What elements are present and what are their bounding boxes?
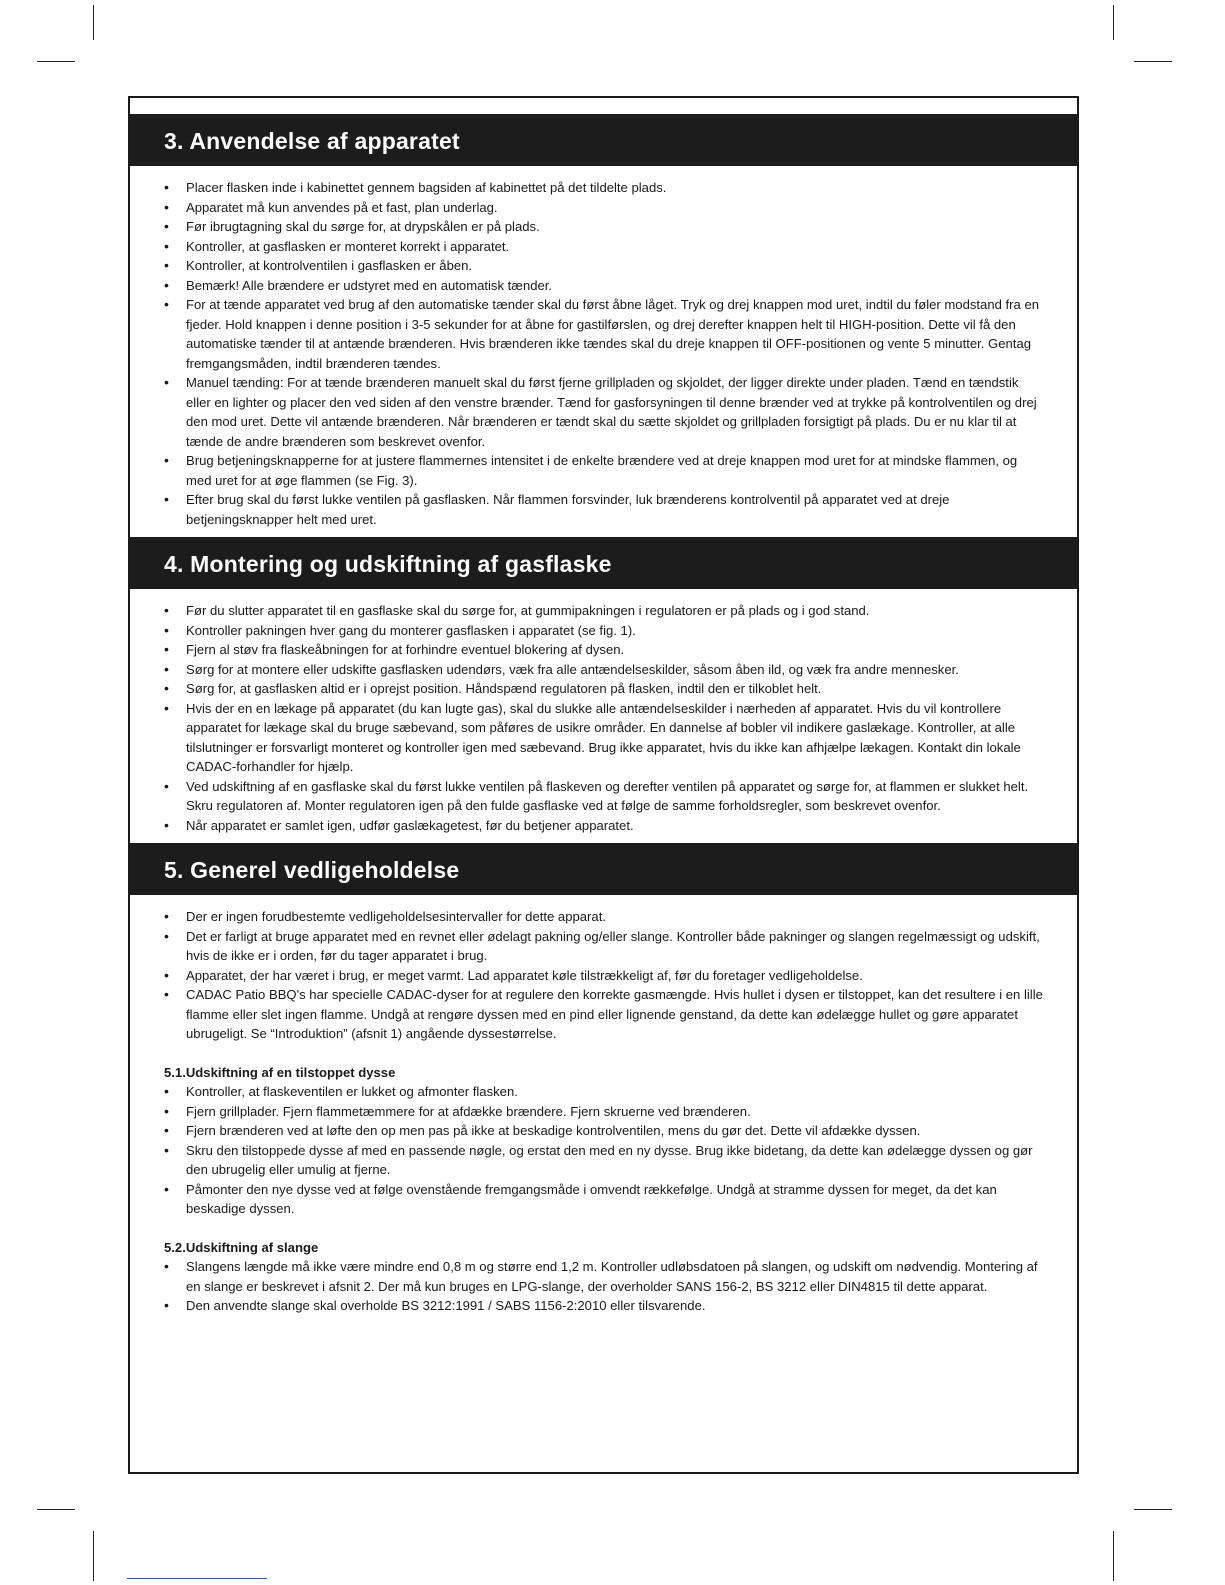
section-title: 4. Montering og udskiftning af gasflaske — [164, 551, 612, 577]
section-body — [130, 589, 1077, 841]
list-item: • Kontroller, at gasflasken er monteret korrekt i apparatet. — [164, 237, 1043, 257]
crop-mark — [93, 1531, 94, 1581]
footer-rule — [127, 1578, 267, 1579]
list-item: • Når apparatet er samlet igen, udfør gaslækagetest, før du betjener apparatet. — [164, 816, 1043, 836]
bullet-list — [164, 907, 1043, 1044]
list-item: • Efter brug skal du først lukke ventilen på gasflasken. Når flammen forsvinder, luk brænderens kontrolventil på apparatet ved at dreje betjeningsknapper helt med uret. — [164, 490, 1043, 529]
list-item: • Fjern brænderen ved at løfte den op men pas på ikke at beskadige kontrolventilen, mens du gør det. Dette vil afdække dyssen. — [164, 1121, 1043, 1141]
crop-mark — [1134, 1509, 1172, 1510]
section-body — [130, 166, 1077, 535]
list-item: • Brug betjeningsknapperne for at justere flammernes intensitet i de enkelte brændere ved at dreje knappen mod uret for at mindske flammen, og med uret for at øge flammen (se Fig. 3). — [164, 451, 1043, 490]
section-maintenance — [130, 843, 1077, 1322]
list-item: • Kontroller, at flaskeventilen er lukket og afmonter flasken. — [164, 1082, 1043, 1102]
list-item: • Før du slutter apparatet til en gasflaske skal du sørge for, at gummipakningen i regulatoren er på plads og i god stand. — [164, 601, 1043, 621]
section-title: 3. Anvendelse af apparatet — [164, 128, 460, 154]
list-item: • Apparatet, der har været i brug, er meget varmt. Lad apparatet køle tilstrækkeligt af, før du foretager vedligeholdelse. — [164, 966, 1043, 986]
list-item: • Bemærk! Alle brændere er udstyret med en automatisk tænder. — [164, 276, 1043, 296]
subsection-title: 5.1.Udskiftning af en tilstoppet dysse — [164, 1064, 396, 1080]
section-heading — [130, 114, 1077, 166]
bullet-list — [164, 1082, 1043, 1219]
list-item: • CADAC Patio BBQ's har specielle CADAC-dyser for at regulere den korrekte gasmængde. Hvis hullet i dysen er tilstoppet, kan det resultere i en lille flamme eller slet ingen flamme. Undgå at rengøre dyssen med en pind eller lignende genstand, da dette kan ødelægge hullet og gøre apparatet ubrugeligt. Se “Introduktion” (afsnit 1) angående dyssestørrelse. — [164, 985, 1043, 1044]
bullet-list — [164, 1257, 1043, 1316]
document-frame — [128, 96, 1079, 1474]
list-item: • Skru den tilstoppede dysse af med en passende nøgle, og erstat den med en ny dysse. Brug ikke bidetang, da dette kan ødelægge dyssen og gør den ubrugelig eller umulig at fjerne. — [164, 1141, 1043, 1180]
list-item: • Hvis der en en lækage på apparatet (du kan lugte gas), skal du slukke alle antændelseskilder i nærheden af apparatet. Hvis du vil kontrollere apparatet for lækage skal du bruge sæbevand, som påføres de usikre områder. En dannelse af bobler vil indikere gaslækage. Kontroller, at alle tilslutninger er forsvarligt monteret og kontroller igen med sæbevand. Brug ikke apparatet, hvis du ikke kan afhjælpe lækagen. Kontakt din lokale CADAC-forhandler for hjælp. — [164, 699, 1043, 777]
list-item: • For at tænde apparatet ved brug af den automatiske tænder skal du først åbne låget. Tryk og drej knappen mod uret, indtil du føler modstand fra en fjeder. Hold knappen i denne position i 3-5 sekunder for at åbne for gastilførslen, og drej derefter knappen helt til HIGH-position. Dette vil få den automatiske tænder til at antænde brænderen. Hvis brænderen ikke tændes skal du dreje knappen til OFF-positionen og vente 5 minutter. Gentag fremgangsmåden, indtil brænderen tændes. — [164, 295, 1043, 373]
list-item: • Ved udskiftning af en gasflaske skal du først lukke ventilen på flaskeven og derefter ventilen på apparatet og sørge for, at flammen er slukket helt. Skru regulatoren af. Monter regulatoren igen på den fulde gasflaske ved at følge de samme forholdsregler, som beskrevet ovenfor. — [164, 777, 1043, 816]
list-item: • Kontroller pakningen hver gang du monterer gasflasken i apparatet (se fig. 1). — [164, 621, 1043, 641]
section-title: 5. Generel vedligeholdelse — [164, 857, 460, 883]
crop-mark — [1134, 61, 1172, 62]
crop-mark — [93, 5, 94, 40]
list-item: • Påmonter den nye dysse ved at følge ovenstående fremgangsmåde i omvendt rækkefølge. Undgå at stramme dyssen for meget, da det kan beskadige dyssen. — [164, 1180, 1043, 1219]
section-gas-bottle — [130, 537, 1077, 841]
list-item: • Manuel tænding: For at tænde brænderen manuelt skal du først fjerne grillpladen og skjoldet, der ligger direkte under pladen. Tænd en tændstik eller en lighter og placer den ved siden af den venstre brænder. Tænd for gasforsyningen til denne brænder ved at trykke på kontrolventilen og drej den mod uret. Dette vil antænde brænderen. Når brænderen er tændt skal du sætte skjoldet og grillpladen forsigtigt på plads. Du er nu klar til at tænde de andre brænderen som beskrevet ovenfor. — [164, 373, 1043, 451]
section-heading — [130, 537, 1077, 589]
list-item: • Det er farligt at bruge apparatet med en revnet eller ødelagt pakning og/eller slange. Kontroller både pakninger og slangen regelmæssigt og udskift, hvis de ikke er i orden, før du tager apparatet i brug. — [164, 927, 1043, 966]
bullet-list — [164, 601, 1043, 835]
list-item: • Placer flasken inde i kabinettet gennem bagsiden af kabinettet på det tildelte plads. — [164, 178, 1043, 198]
list-item: • Fjern grillplader. Fjern flammetæmmere for at afdække brændere. Fjern skruerne ved brænderen. — [164, 1102, 1043, 1122]
section-usage — [130, 114, 1077, 535]
section-body — [130, 895, 1077, 1322]
list-item: • Apparatet må kun anvendes på et fast, plan underlag. — [164, 198, 1043, 218]
list-item: • Fjern al støv fra flaskeåbningen for at forhindre eventuel blokering af dysen. — [164, 640, 1043, 660]
section-heading — [130, 843, 1077, 895]
list-item: • Den anvendte slange skal overholde BS 3212:1991 / SABS 1156-2:2010 eller tilsvarende. — [164, 1296, 1043, 1316]
list-item: • Sørg for at montere eller udskifte gasflasken udendørs, væk fra alle antændelseskilder, såsom åben ild, og væk fra andre mennesker. — [164, 660, 1043, 680]
crop-mark — [37, 61, 75, 62]
list-item: • Slangens længde må ikke være mindre end 0,8 m og større end 1,2 m. Kontroller udløbsdatoen på slangen, og udskift om nødvendig. Montering af en slange er beskrevet i afsnit 2. Der må kun bruges en LPG-slange, der overholder SANS 156-2, BS 3212 eller DIN4815 til dette apparat. — [164, 1257, 1043, 1296]
crop-mark — [1113, 5, 1114, 40]
subsection-title: 5.2.Udskiftning af slange — [164, 1239, 319, 1255]
crop-mark — [37, 1509, 75, 1510]
list-item: • Kontroller, at kontrolventilen i gasflasken er åben. — [164, 256, 1043, 276]
list-item: • Sørg for, at gasflasken altid er i oprejst position. Håndspænd regulatoren på flasken, indtil den er tilkoblet helt. — [164, 679, 1043, 699]
crop-mark — [1113, 1531, 1114, 1581]
list-item: • Før ibrugtagning skal du sørge for, at drypskålen er på plads. — [164, 217, 1043, 237]
list-item: • Der er ingen forudbestemte vedligeholdelsesintervaller for dette apparat. — [164, 907, 1043, 927]
bullet-list — [164, 178, 1043, 529]
